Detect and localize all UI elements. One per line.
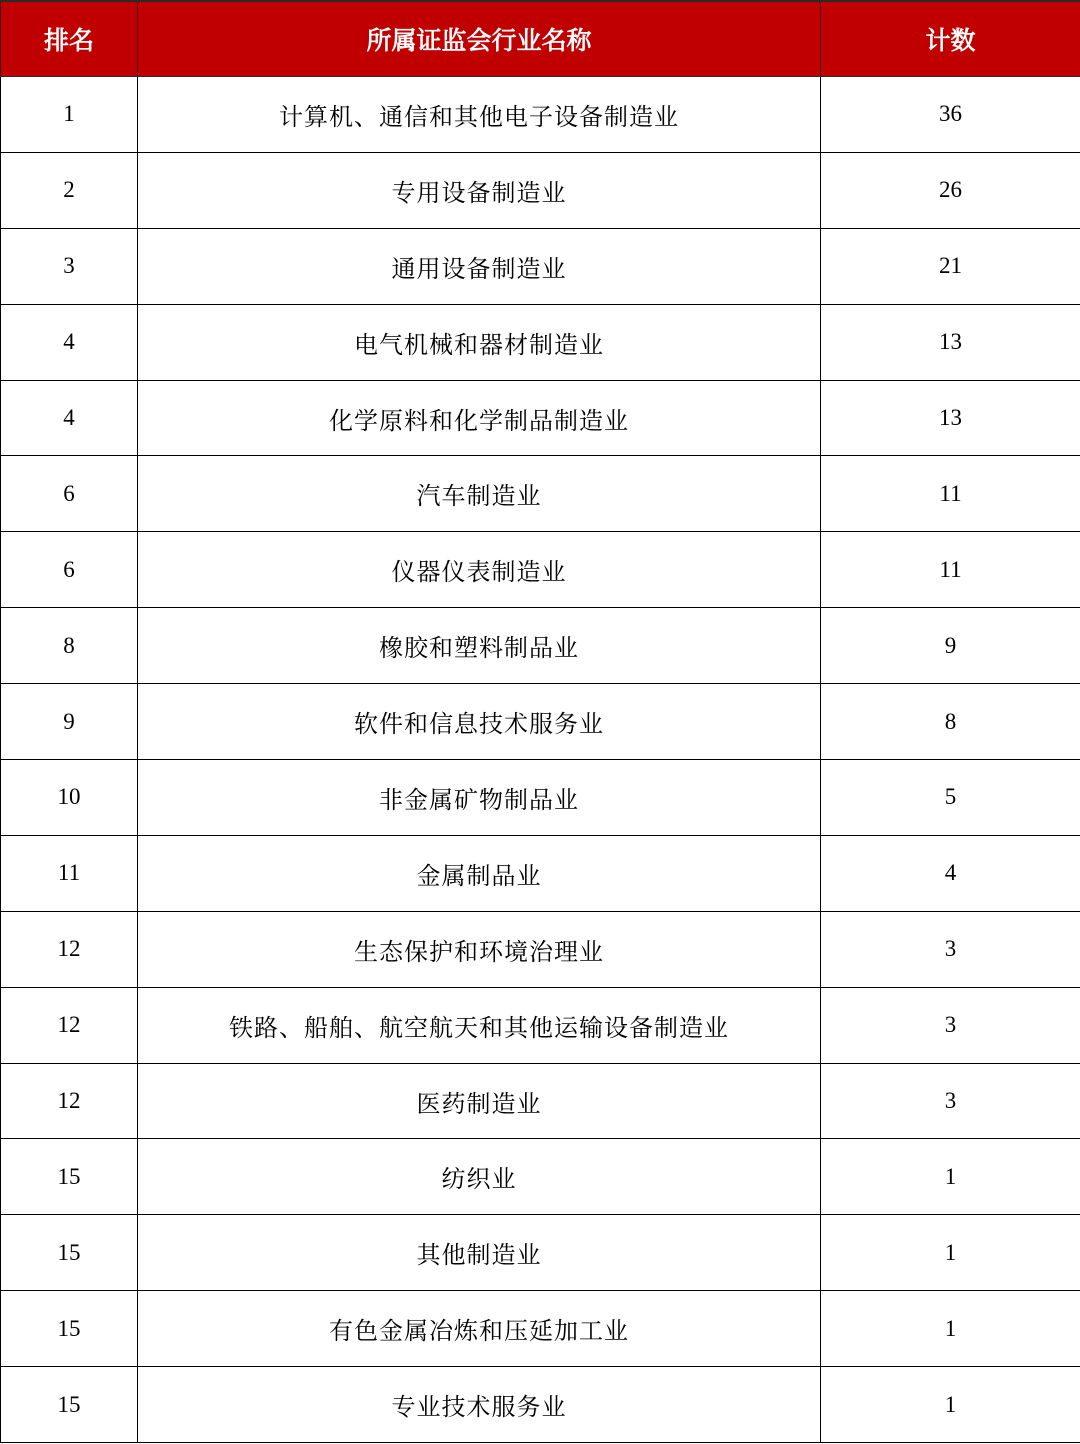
table-body: [1, 77, 1080, 1443]
rank-cell: 12: [1, 987, 138, 1063]
table-row: [1, 532, 1080, 608]
industry-cell: 专用设备制造业: [138, 152, 821, 228]
table-row: [1, 1139, 1080, 1215]
table-row: [1, 1215, 1080, 1291]
table-row: [1, 1367, 1080, 1443]
table-row: [1, 304, 1080, 380]
count-cell: 9: [821, 608, 1080, 684]
rank-cell: 15: [1, 1139, 138, 1215]
count-cell: 11: [821, 532, 1080, 608]
count-cell: 3: [821, 1063, 1080, 1139]
table-row: [1, 1291, 1080, 1367]
rank-cell: 8: [1, 608, 138, 684]
rank-cell: 10: [1, 760, 138, 836]
count-cell: 3: [821, 911, 1080, 987]
table-row: [1, 456, 1080, 532]
count-cell: 1: [821, 1139, 1080, 1215]
count-cell: 8: [821, 684, 1080, 760]
table-row: [1, 911, 1080, 987]
industry-cell: 纺织业: [138, 1139, 821, 1215]
count-cell: 1: [821, 1291, 1080, 1367]
rank-cell: 15: [1, 1215, 138, 1291]
count-cell: 4: [821, 835, 1080, 911]
rank-cell: 4: [1, 380, 138, 456]
table-row: [1, 760, 1080, 836]
industry-cell: 仪器仪表制造业: [138, 532, 821, 608]
rank-cell: 4: [1, 304, 138, 380]
header-count: 计数: [821, 1, 1080, 77]
rank-cell: 3: [1, 228, 138, 304]
count-cell: 1: [821, 1367, 1080, 1443]
industry-cell: 其他制造业: [138, 1215, 821, 1291]
table-row: [1, 835, 1080, 911]
header-row: [1, 1, 1080, 77]
industry-cell: 专业技术服务业: [138, 1367, 821, 1443]
rank-cell: 15: [1, 1291, 138, 1367]
table-row: [1, 987, 1080, 1063]
industry-cell: 橡胶和塑料制品业: [138, 608, 821, 684]
rank-cell: 2: [1, 152, 138, 228]
header-rank: 排名: [1, 1, 138, 77]
industry-cell: 化学原料和化学制品制造业: [138, 380, 821, 456]
count-cell: 1: [821, 1215, 1080, 1291]
industry-cell: 电气机械和器材制造业: [138, 304, 821, 380]
industry-cell: 生态保护和环境治理业: [138, 911, 821, 987]
header-industry: 所属证监会行业名称: [138, 1, 821, 77]
table-row: [1, 77, 1080, 153]
industry-cell: 汽车制造业: [138, 456, 821, 532]
count-cell: 13: [821, 304, 1080, 380]
industry-cell: 通用设备制造业: [138, 228, 821, 304]
industry-cell: 铁路、船舶、航空航天和其他运输设备制造业: [138, 987, 821, 1063]
industry-cell: 医药制造业: [138, 1063, 821, 1139]
count-cell: 21: [821, 228, 1080, 304]
table-row: [1, 380, 1080, 456]
rank-cell: 12: [1, 911, 138, 987]
count-cell: 11: [821, 456, 1080, 532]
table-row: [1, 684, 1080, 760]
table-row: [1, 1063, 1080, 1139]
table-row: [1, 152, 1080, 228]
rank-cell: 11: [1, 835, 138, 911]
industry-cell: 非金属矿物制品业: [138, 760, 821, 836]
industry-cell: 有色金属冶炼和压延加工业: [138, 1291, 821, 1367]
table-row: [1, 608, 1080, 684]
count-cell: 13: [821, 380, 1080, 456]
count-cell: 36: [821, 77, 1080, 153]
rank-cell: 9: [1, 684, 138, 760]
rank-cell: 6: [1, 532, 138, 608]
count-cell: 26: [821, 152, 1080, 228]
industry-cell: 金属制品业: [138, 835, 821, 911]
industry-cell: 软件和信息技术服务业: [138, 684, 821, 760]
table-header: [1, 1, 1080, 77]
rank-cell: 12: [1, 1063, 138, 1139]
rank-cell: 1: [1, 77, 138, 153]
rank-cell: 15: [1, 1367, 138, 1443]
count-cell: 5: [821, 760, 1080, 836]
table-row: [1, 228, 1080, 304]
rank-cell: 6: [1, 456, 138, 532]
count-cell: 3: [821, 987, 1080, 1063]
industry-cell: 计算机、通信和其他电子设备制造业: [138, 77, 821, 153]
